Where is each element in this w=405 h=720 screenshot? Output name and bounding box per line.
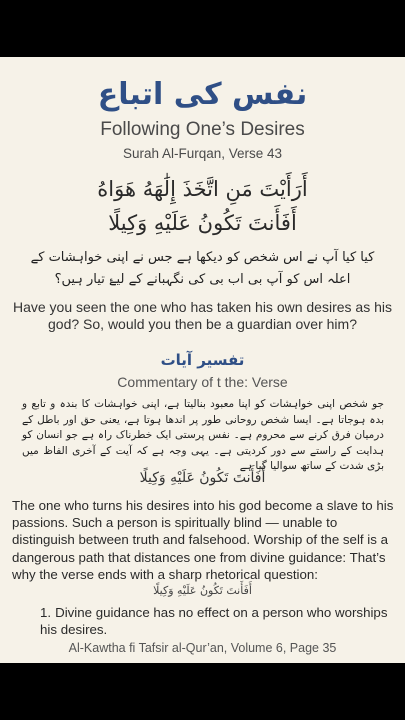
- list-item-number: 1.: [40, 605, 52, 620]
- english-commentary-heading: Commentary of t the: Verse: [117, 374, 288, 390]
- citation: Al-Kawtha fi Tafsir al-Qur’an, Volume 6, Page 35: [68, 641, 337, 655]
- list-item: [40, 604, 395, 638]
- arabic-quote-small: أَفَأَنتَ تَكُونُ عَلَيْهِ وَكِيلًا: [153, 584, 252, 597]
- arabic-quote: أَفَأَنتَ تَكُونُ عَلَيْهِ وَكِيلًا: [139, 470, 266, 486]
- arabic-verse-line-1: أَرَأَيْتَ مَنِ اتَّخَذَ إِلَٰهَهُ هَوَاهُ: [97, 177, 308, 201]
- arabic-verse-line-2: أَفَأَنتَ تَكُونُ عَلَيْهِ وَكِيلًا: [108, 211, 297, 235]
- english-title: Following One’s Desires: [100, 119, 305, 140]
- list-item-text: Divine guidance has no effect on a person who worships his desires.: [40, 605, 388, 637]
- urdu-commentary-heading: تفسیر آیات: [160, 351, 245, 369]
- arabic-verse: [18, 172, 387, 240]
- urdu-commentary: جو شخص اپنی خواہشات کو اپنا معبود بنالیتا ہے، اپنی خواہشات کا بندہ و تابع و بدہ ہوجاتا ہے۔ ایسا شخص روحانی طور پر اندھا ہوتا ہے، یعنی حق اور باطل کے درمیان فرق کرنے سے محروم ہے۔ نفس پرستی ایک خطرناک راہ ہے جو انسان کو ہدایت کے راستے سے دور کردیتی ہے۔ یہی وجہ ہے کہ آیت کے آخری الفاظ میں بڑی شدت کے ساتھ سوالیا گیا ہے: [22, 398, 384, 472]
- urdu-title: نفس کی اتباع: [97, 77, 308, 112]
- english-commentary: The one who turns his desires into his god become a slave to his passions. Such a person is spiritually blind — unable to distinguish between truth and falsehood. Worship of the self is a dangerous path that distances one from divine guidance: That’s why the verse ends with a sharp rhetorical question:: [12, 498, 394, 582]
- english-translation: Have you seen the one who has taken his own desires as his god? So, would you then be a guardian over him?: [12, 299, 392, 332]
- urdu-translation: کیا کیا آپ نے اس شخص کو دیکھا ہے جس نے اپنی خواہشات کے اعلہ اس کو آپ بی اب بی کی نگہبانے کے لیۓ تیار ہیں؟: [30, 250, 375, 287]
- content-card: [0, 57, 405, 663]
- surah-reference: Surah Al-Furqan, Verse 43: [122, 146, 283, 161]
